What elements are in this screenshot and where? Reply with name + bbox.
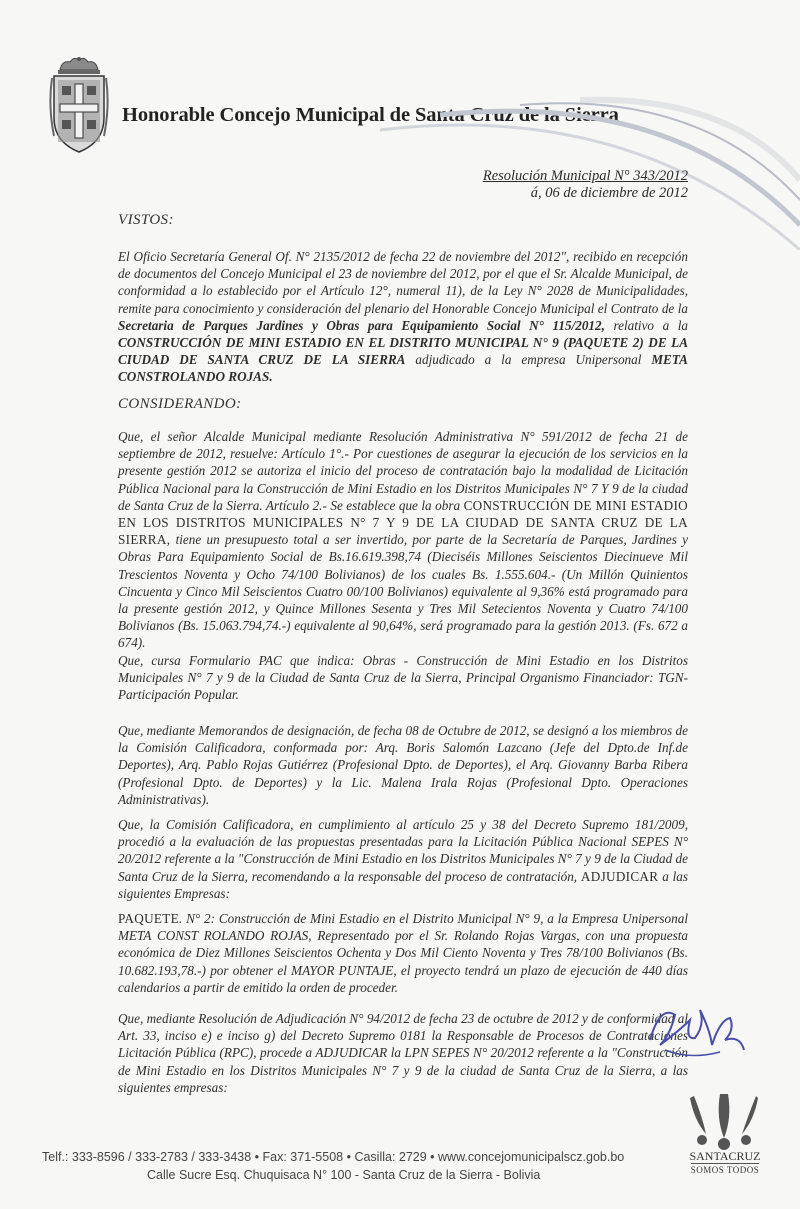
footer-address-line: Calle Sucre Esq. Chuquisaca N° 100 - Santa Cruz de la Sierra - Bolivia	[147, 1168, 541, 1182]
vistos-company-name: META CONSTROLANDO ROJAS.	[118, 352, 688, 385]
vistos-contract-name: Secretaria de Parques Jardines y Obras para Equipamiento Social N° 115/2012,	[118, 317, 605, 333]
considerando-paragraph-5	[118, 910, 688, 996]
resolution-number: Resolución Municipal N° 343/2012	[482, 168, 688, 184]
santa-cruz-logo-text	[681, 1150, 769, 1177]
considerando-paragraph-3: Que, mediante Memorandos de designación, de fecha 08 de Octubre de 2012, se designó a los miembros de la Comisión Calificadora, conformada por: Arq. Boris Salomón Lazcano (Jefe del Dpto.de Inf.de Deportes), Arq. Pablo Rojas Gutiérrez (Profesional Dpto. de Deportes), el Arq. Giovanny Barba Ribera (Profesional Dpto. de Deportes) y la Lic. Malena Irala Rojas (Profesional Dpto. Operaciones Administrativas).	[118, 723, 688, 807]
vistos-project-name: CONSTRUCCIÓN DE MINI ESTADIO EN EL DISTRITO MUNICIPAL N° 9 (PAQUETE 2) DE LA CIUDAD DE SANTA CRUZ DE LA SIERRA	[118, 335, 688, 368]
considerando-paragraph-4	[118, 816, 688, 902]
cons-1-text-b: tiene un presupuesto total a ser invertido, por parte de la Secretaría de Parques, Jardines y Obras Para Equipamiento Social de Bs.16.619.398,74 (Dieciséis Millones Seiscientos Diecinueve Mil Trescientos Noventa y Ocho 74/100 Bolivianos) de los cuales Bs. 1.555.604.- (Un Millón Quinientos Cincuenta y Cinco Mil Seiscientos Cuatro 00/100 Bolivianos) equivalente al 9,36% está programado para la presente gestión 2012, y Quince Millones Sesenta y Tres Mil Setecientos Noventa y Cuatro 74/100 Bolivianos (Bs. 15.063.794,74.-) equivalente al 90,64%, será programado para la gestión 2013. (Fs. 672 a 674).	[118, 532, 688, 651]
cons-4-adjudicar: ADJUDICAR	[580, 868, 659, 884]
cons-4-text-b: a las siguientes Empresas:	[118, 868, 688, 901]
considerando-paragraph-2: Que, cursa Formulario PAC que indica: Obras - Construcción de Mini Estadio en los Distritos Municipales N° 7 y 9 de la Ciudad de Santa Cruz de la Sierra, Principal Organismo Financiador: TGN-Participación Popular.	[118, 653, 688, 703]
resolution-date: á, 06 de diciembre de 2012	[530, 185, 688, 201]
vistos-paragraph	[118, 248, 688, 386]
coat-of-arms-icon	[48, 56, 110, 156]
header-swoosh-decoration	[380, 60, 800, 250]
resolution-header	[483, 168, 688, 202]
organization-title: Honorable Concejo Municipal de Santa Cruz de la Sierra	[122, 104, 619, 126]
logo-tagline: SOMOS TODOS	[690, 1165, 760, 1175]
cons-1-text-a: Que, el señor Alcalde Municipal mediante Resolución Administrativa N° 591/2012 de fecha 21 de septiembre de 2012, resuelve: Artículo 1°.- Por cuestiones de asegurar la ejecución de los servicios en la presente gestión 2012 se autoriza el inicio del proceso de contratación bajo la modalidad de Licitación Pública Nacional para la Construcción de Mini Estadio en los Distritos Municipales N° 7 Y 9 de la ciudad de Santa Cruz de la Sierra. Artículo 2.- Se establece que la obra	[118, 429, 688, 513]
handwritten-signature	[640, 1000, 750, 1070]
considerando-heading: CONSIDERANDO:	[118, 396, 242, 412]
cons-5-paquete: PAQUETE	[118, 911, 179, 926]
cons-4-text-a: Que, la Comisión Calificadora, en cumplimiento al artículo 25 y 38 del Decreto Supremo 181/2009, procedió a la evaluación de las propuestas presentadas para la Licitación Pública Nacional SEPES N° 20/2012 referente a la "Construcción de Mini Estadio en los Distritos Municipales N° 7 y 9 de la Ciudad de Santa Cruz de la Sierra, recomendando a la responsable del proceso de contratación,	[118, 817, 688, 884]
footer-contact	[42, 1148, 682, 1184]
vistos-heading: VISTOS:	[118, 212, 174, 228]
logo-name: SANTACRUZ	[689, 1149, 761, 1163]
cons-5-text: . N° 2: Construcción de Mini Estadio en el Distrito Municipal N° 9, a la Empresa Unipersonal META CONST ROLANDO ROJAS, Representado por el Sr. Rolando Rojas Vargas, con una propuesta económica de Diez Millones Seiscientos Ochenta y Dos Mil Ciento Noventa y Tres 78/100 Bolivianos (Bs. 10.682.193,78.-) por obtener el MAYOR PUNTAJE, el proyecto tendrá un plazo de ejecución de 440 días calendarios a partir de emitido la orden de proceder.	[118, 911, 688, 995]
considerando-paragraph-1	[118, 428, 688, 652]
footer-contact-line: Telf.: 333-8596 / 333-2783 / 333-3438 • Fax: 371-5508 • Casilla: 2729 • www.concejomunicipalscz.gob.bo	[42, 1150, 625, 1164]
vistos-text-2: relativo a la	[604, 317, 688, 333]
considerando-paragraph-6: Que, mediante Resolución de Adjudicación N° 94/2012 de fecha 23 de octubre de 2012 y de conformidad al Art. 33, inciso e) e inciso g) del Decreto Supremo 0181 la Responsable de Procesos de Contrataciones Licitación Pública (RPC), procede a ADJUDICAR la LPN SEPES N° 20/2012 referente a la "Construcción de Mini Estadio en los Distritos Municipales N° 7 y 9 de la ciudad de Santa Cruz de la Sierra, a las siguientes empresas:	[118, 1011, 688, 1095]
vistos-text-3: adjudicado a la empresa Unipersonal	[405, 352, 652, 368]
cons-1-project-upper: CONSTRUCCIÓN DE MINI ESTADIO EN LOS DISTRITOS MUNICIPALES N° 7 Y 9 DE LA CIUDAD DE SANTA CRUZ DE LA SIERRA,	[118, 497, 688, 548]
vistos-text-1: El Oficio Secretaría General Of. N° 2135/2012 de fecha 22 de noviembre del 2012", recibido en recepción de documentos del Concejo Municipal el 23 de noviembre del 2012, por el que el Sr. Alcalde Municipal, de conformidad a lo establecido por el Artículo 12°, numeral 11), de la Ley N° 2028 de Municipalidades, remite para conocimiento y consideración del plenario del Honorable Concejo Municipal el Contrato de la	[118, 249, 688, 316]
santa-cruz-logo-icon	[680, 1090, 770, 1200]
